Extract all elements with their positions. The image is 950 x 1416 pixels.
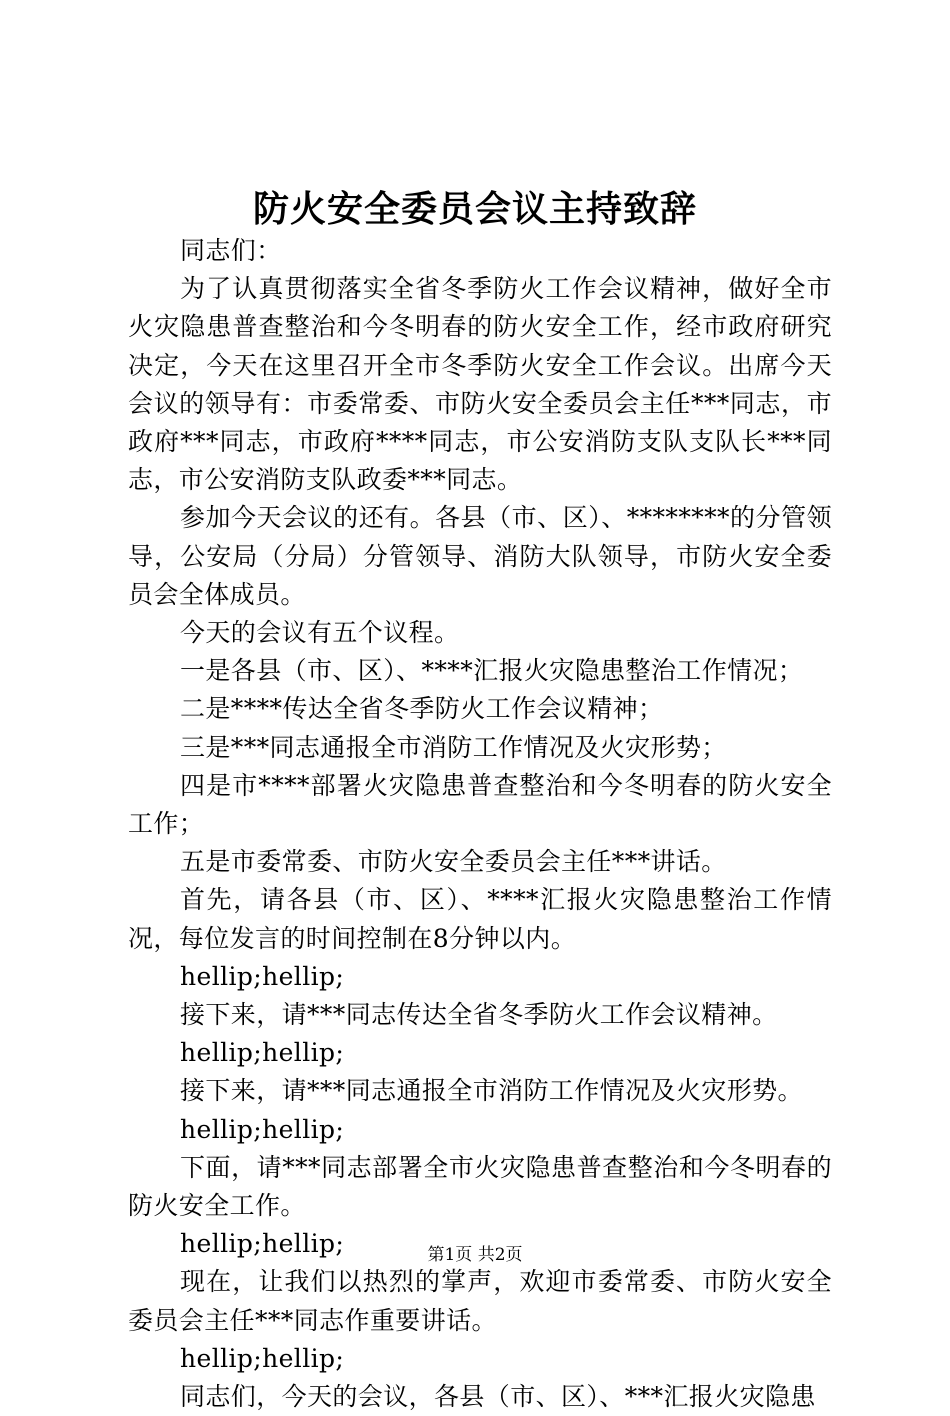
paragraph: 现在，让我们以热烈的掌声，欢迎市委常委、市防火安全委员会主任***同志作重要讲话。 xyxy=(128,1267,832,1335)
page-footer: 第1页 共2页 xyxy=(427,1245,523,1265)
agenda-item-3: 三是***同志通报全市消防工作情况及火灾形势； xyxy=(180,732,727,762)
paragraph: 首先，请各县（市、区）、****汇报火灾隐患整治工作情况，每位发言的时间控制在8分钟以内。 xyxy=(128,885,832,953)
agenda-item-2: 二是****传达全省冬季防火工作会议精神； xyxy=(180,694,664,724)
ellipsis-line: hellip;hellip; xyxy=(180,1038,345,1068)
ellipsis-line: hellip;hellip; xyxy=(180,1229,345,1259)
paragraph: 接下来，请***同志传达全省冬季防火工作会议精神。 xyxy=(180,1000,778,1030)
ellipsis-line: hellip;hellip; xyxy=(180,1343,345,1373)
agenda-item-5: 五是市委常委、市防火安全委员会主任***讲话。 xyxy=(180,847,727,877)
document-title: 防火安全委员会议主持致辞 xyxy=(252,188,697,230)
ellipsis-line: hellip;hellip; xyxy=(180,961,345,991)
paragraph: 今天的会议有五个议程。 xyxy=(180,618,460,648)
paragraph: 为了认真贯彻落实全省冬季防火工作会议精神，做好全市火灾隐患普查整治和今冬明春的防火安全工作，经市政府研究决定，今天在这里召开全市冬季防火安全工作会议。出席今天会议的领导有：市委常委、市防火安全委员会主任***同志，市政府***同志，市政府****同志，市公安消防支队支队长***同志，市公安消防支队政委***同志。 xyxy=(128,274,832,495)
paragraph-salutation: 同志们： xyxy=(180,236,282,265)
document-body xyxy=(128,232,832,1416)
agenda-item-4: 四是市****部署火灾隐患普查整治和今冬明春的防火安全工作； xyxy=(128,770,832,839)
paragraph: 接下来，请***同志通报全市消防工作情况及火灾形势。 xyxy=(180,1076,803,1106)
ellipsis-line: hellip;hellip; xyxy=(180,1114,345,1144)
paragraph: 同志们，今天的会议，各县（市、区）、***汇报火灾隐患 xyxy=(180,1382,816,1412)
agenda-item-1: 一是各县（市、区）、****汇报火灾隐患整治工作情况； xyxy=(180,656,804,686)
paragraph: 参加今天会议的还有。各县（市、区）、********的分管领导，公安局（分局）分管领导、消防大队领导，市防火安全委员会全体成员。 xyxy=(128,503,832,609)
paragraph: 下面，请***同志部署全市火灾隐患普查整治和今冬明春的防火安全工作。 xyxy=(128,1152,832,1221)
